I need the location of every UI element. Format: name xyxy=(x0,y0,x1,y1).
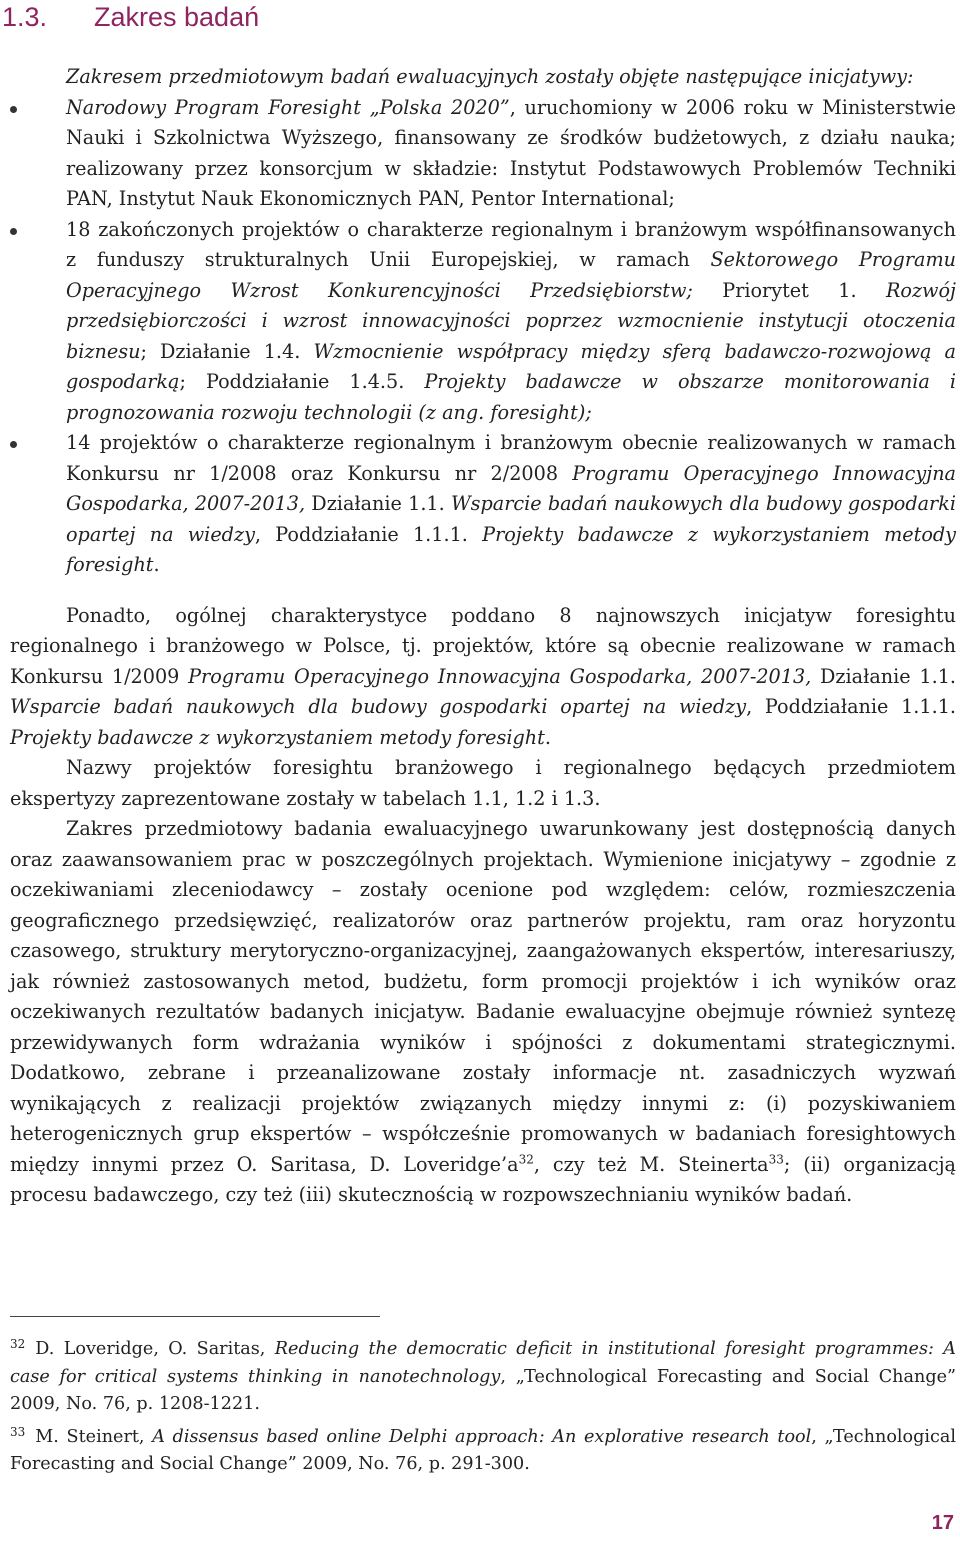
paragraph-text: . xyxy=(544,725,551,749)
section-title: Zakres badań xyxy=(94,2,260,32)
page-number: 17 xyxy=(931,1512,954,1534)
paragraph-text: Zakres przedmiotowy badania ewaluacyjnego uwarunkowany jest dostępnością danych oraz zaawansowaniem prac w poszczególnych projektach. Wymienione inicjatywy – zgodnie z oczekiwaniami zleceniodawcy – zostały ocenione pod względem: celów, rozmieszczenia geograficznego przedsięwzięć, realizatorów oraz partnerów projektu, ram oraz horyzontu czasowego, struktury merytoryczno-organizacyjnej, zaangażowanych ekspertów, interesariuszy, jak również zastosowanych metod, budżetu, form promocji projektów i ich wyników oraz oczekiwanych rezultatów badanych inicjatyw. Badanie ewaluacyjne obejmuje również syntezę przewidywanych form wdrażania wyników i spójności z dokumentami strategicznymi. Dodatkowo, zebrane i przeanalizowane zostały informacje nt. zasadniczych wyzwań wynikających z realizacji projektów związanych między innymi z: (i) pozyskiwaniem heterogenicznych grup ekspertów – współcześnie promowanych w badaniach foresightowych między innymi przez O. Saritasa, D. Loveridge’a xyxy=(10,817,956,1176)
footnote-number: 32 xyxy=(10,1337,26,1351)
measure-name: Wzmocnienie współpracy między sferą badawczo-rozwojową a gospodarką xyxy=(66,339,956,393)
list-item-text: ; Działanie 1.4. xyxy=(140,339,314,363)
main-content xyxy=(10,62,956,1211)
intro-paragraph: Zakresem przedmiotowym badań ewaluacyjnych zostały objęte następujące inicjatywy: xyxy=(66,65,914,88)
footnote-ref[interactable]: 33 xyxy=(768,1152,784,1167)
footnote-text: M. Steinert, xyxy=(35,1426,153,1447)
paragraph xyxy=(10,601,956,754)
section-number: 1.3. xyxy=(2,2,48,32)
submeasure-name: Projekty badawcze w obszarze monitorowania i prognozowania rozwoju technologii (z ang. foresight); xyxy=(66,370,956,424)
footnote-text: D. Loveridge, O. Saritas, xyxy=(35,1339,275,1359)
list-item-text: Priorytet 1. xyxy=(692,278,886,302)
list-item-text: , Poddziałanie 1.1.1. xyxy=(254,522,483,546)
footnote-text: , „Technological Forecasting and Social Change” 2009, No. 76, p. 1208-1221. xyxy=(10,1366,956,1414)
list-item xyxy=(10,215,956,429)
footnotes xyxy=(10,1331,956,1479)
footnote-text: , „Technological Forecasting and Social Change” 2009, No. 76, p. 291-300. xyxy=(10,1426,956,1474)
measure-name: Wsparcie badań naukowych dla budowy gospodarki opartej na wiedzy xyxy=(10,695,747,718)
initiatives-list xyxy=(10,93,956,581)
program-name: Sektorowego Programu Operacyjnego Wzrost Konkurencyjności Przedsiębiorstw; xyxy=(66,248,957,302)
paragraph-text: Działanie 1.1. xyxy=(811,664,956,688)
footnote xyxy=(10,1419,956,1479)
footnote xyxy=(10,1331,956,1419)
paragraph-text: , czy też M. Steinerta xyxy=(533,1152,769,1176)
paragraph-text: ; (ii) organizacją procesu badawczego, czy też (iii) skutecznością w rozpowszechnianiu wyników badań. xyxy=(10,1152,956,1206)
list-item-text: , uruchomiony w 2006 roku w Ministerstwie Nauki i Szkolnictwa Wyższego, finansowany ze środków budżetowych, z działu nauka; realizowany przez konsorcjum w składzie: Instytut Podstawowych Problemów Techniki PAN, Instytut Nauk Ekonomicznych PAN, Pentor International; xyxy=(66,95,956,210)
priority-name: Rozwój przedsiębiorczości i wzrost innowacyjności poprzez wzmocnienie instytucji otoczenia biznesu xyxy=(66,278,956,363)
list-item-text: Działanie 1.1. xyxy=(305,492,451,515)
paragraph xyxy=(10,814,956,1211)
list-item-text: . xyxy=(153,553,160,576)
paragraph: Nazwy projektów foresightu branżowego i regionalnego będących przedmiotem ekspertyzy zaprezentowane zostały w tabelach 1.1, 1.2 i 1.3. xyxy=(10,756,956,810)
list-item-text: 18 zakończonych projektów o charakterze regionalnym i branżowym współfinansowanych z funduszy strukturalnych Unii Europejskiej, w ramach xyxy=(66,217,956,271)
program-name: Narodowy Program Foresight „Polska 2020” xyxy=(66,95,510,119)
list-item-text: ; Poddziałanie 1.4.5. xyxy=(179,370,425,393)
footnote-title: Reducing the democratic deficit in institutional foresight programmes: A case for critical systems thinking in nanotechnology xyxy=(10,1339,956,1387)
paragraph-text: Ponadto, ogólnej charakterystyce poddano 8 najnowszych inicjatyw foresightu regionalnego i branżowego w Polsce, tj. projektów, które są obecnie realizowane w ramach Konkursu 1/2009 xyxy=(10,603,956,688)
program-name: Programu Operacyjnego Innowacyjna Gospodarka, 2007-2013, xyxy=(188,664,812,688)
submeasure-name: Projekty badawcze z wykorzystaniem metody foresight xyxy=(66,522,957,576)
footnote-number: 33 xyxy=(10,1424,26,1439)
program-name: Programu Operacyjnego Innowacyjna Gospodarka, 2007-2013, xyxy=(66,461,956,515)
list-item xyxy=(10,93,956,215)
section-heading xyxy=(2,0,259,34)
footnote-title: A dissensus based online Delphi approach: An explorative research tool xyxy=(152,1426,812,1447)
footnote-divider xyxy=(10,1316,380,1317)
list-item-text: 14 projektów o charakterze regionalnym i branżowym obecnie realizowanych w ramach Konkursu nr 1/2008 oraz Konkursu nr 2/2008 xyxy=(66,431,956,485)
footnote-ref[interactable]: 32 xyxy=(518,1152,534,1167)
paragraph-text: , Poddziałanie 1.1.1. xyxy=(746,695,957,718)
submeasure-name: Projekty badawcze z wykorzystaniem metody foresight xyxy=(10,725,545,749)
measure-name: Wsparcie badań naukowych dla budowy gospodarki opartej na wiedzy xyxy=(66,492,956,546)
list-item xyxy=(10,428,956,581)
